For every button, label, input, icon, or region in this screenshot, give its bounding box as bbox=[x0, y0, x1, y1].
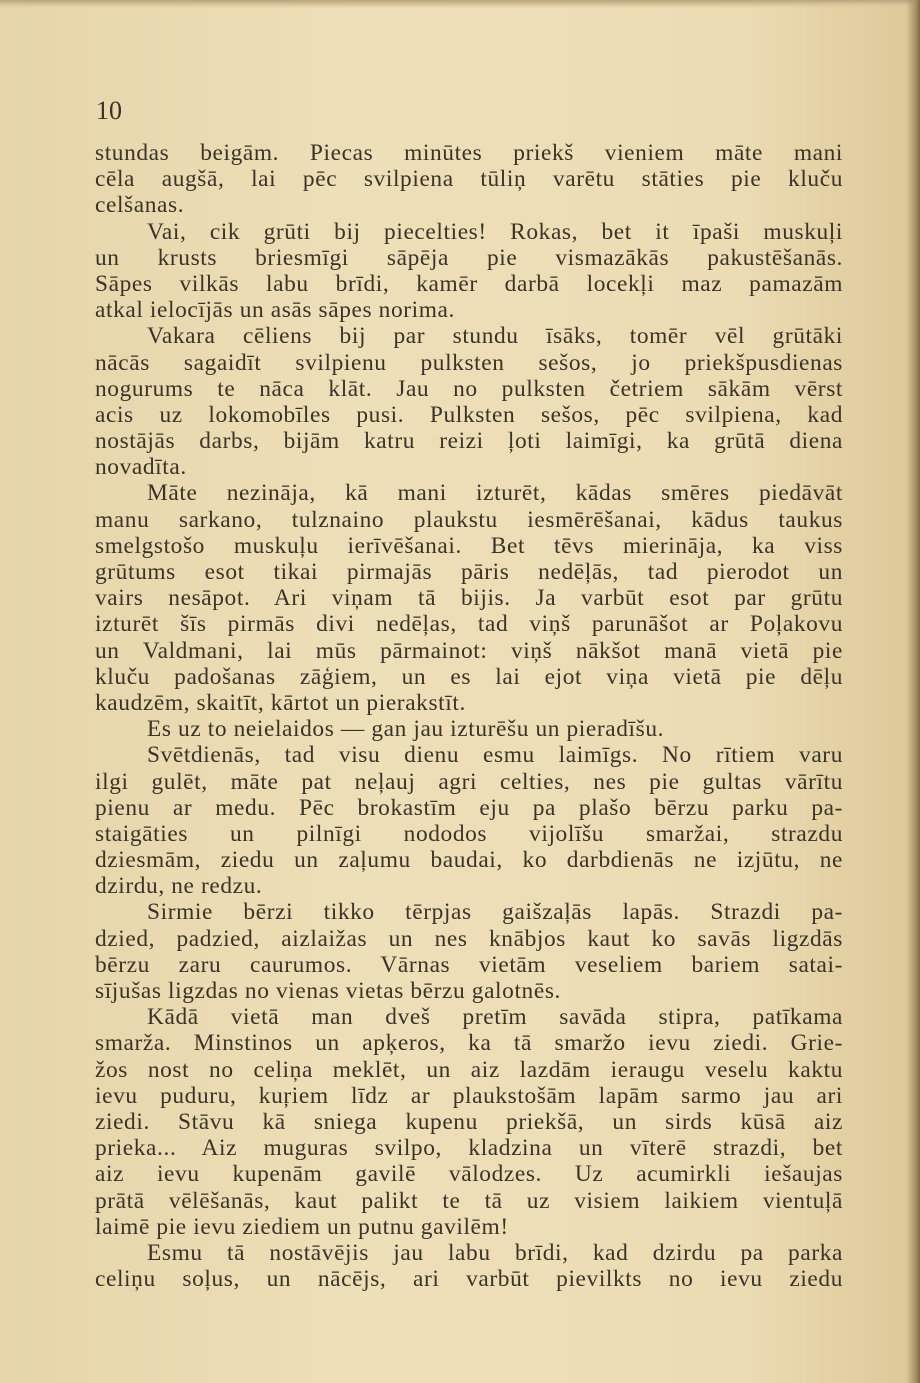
text-line: sījušas ligzdas no vienas vietas bērzu galotnēs. bbox=[95, 978, 561, 1004]
text-line: kluču padošanas zāģiem, un es lai ejot viņa vietā pie dēļu bbox=[95, 663, 843, 690]
text-line: prātā vēlēšanās, kaut palikt te tā uz visiem laikiem vientuļā bbox=[95, 1187, 843, 1214]
text-line: laimē pie ievu ziediem un putnu gavilēm! bbox=[95, 1213, 509, 1240]
text-line: ievu puduru, kuŗiem līdz ar plaukstošām lapām sarmo jau ari bbox=[95, 1082, 843, 1109]
text-line: nostājās darbs, bijām katru reizi ļoti laimīgi, ka grūtā diena bbox=[95, 428, 843, 455]
text-line: stundas beigām. Piecas minūtes priekš vieniem māte mani bbox=[95, 140, 843, 166]
text-line: staigāties un pilnīgi nododos vijolīšu smaržai, strazdu bbox=[95, 820, 843, 847]
text-line: Vai, cik grūti bij piecelties! Rokas, bet it īpaši muskuļi bbox=[147, 218, 843, 245]
text-line: smelgstošo muskuļu ierīvēšanai. Bet tēvs mierināja, ka viss bbox=[95, 532, 843, 559]
text-line: Sāpes vilkās labu brīdi, kamēr darbā locekļi maz pamazām bbox=[95, 270, 843, 297]
text-line: acis uz lokomobīles pusi. Pulksten sešos, pēc svilpiena, kad bbox=[95, 401, 843, 428]
text-line: nogurums te nāca klāt. Jau no pulksten četriem sākām vērst bbox=[95, 375, 843, 402]
text-line: Māte nezināja, kā mani izturēt, kādas smēres piedāvāt bbox=[147, 480, 843, 507]
text-line: Vakara cēliens bij par stundu īsāks, tomēr vēl grūtāki bbox=[147, 323, 843, 350]
text-line: nācās sagaidīt svilpienu pulksten sešos, jo priekšpusdienas bbox=[95, 349, 843, 376]
text-line: grūtums esot tikai pirmajās pāris nedēļās, tad pierodot un bbox=[95, 559, 843, 585]
text-line: novadīta. bbox=[95, 454, 187, 481]
text-line: Kādā vietā man dveš pretīm savāda stipra, patīkama bbox=[147, 1004, 843, 1031]
body-text bbox=[95, 140, 843, 1292]
text-line: atkal ielocījās un asās sāpes norima. bbox=[95, 297, 455, 324]
text-line: manu sarkano, tulznaino plaukstu iesmērēšanai, kādus taukus bbox=[95, 506, 843, 533]
text-line: izturēt šīs pirmās divi nedēļas, tad viņš parunāšot ar Poļakovu bbox=[95, 611, 843, 638]
text-line: prieka... Aiz muguras svilpo, kladzina un vīterē strazdi, bet bbox=[95, 1135, 843, 1162]
text-line: ilgi gulēt, māte pat neļauj agri celties, nes pie gultas vārītu bbox=[95, 768, 843, 795]
text-line: celšanas. bbox=[95, 192, 185, 219]
text-line: cēla augšā, lai pēc svilpiena tūliņ varētu stāties pie kluču bbox=[95, 166, 843, 193]
text-line: smarža. Minstinos un apķeros, ka tā smaržo ievu ziedi. Grie- bbox=[95, 1030, 843, 1057]
text-line: Es uz to neielaidos — gan jau izturēšu un pieradīšu. bbox=[147, 716, 665, 743]
text-line: un krusts briesmīgi sāpēja pie vismazākās pakustēšanās. bbox=[95, 244, 843, 271]
text-line: ziedi. Stāvu kā sniega kupenu priekšā, un sirds kūsā aiz bbox=[95, 1108, 843, 1135]
page-number: 10 bbox=[96, 96, 122, 125]
page-top-edge bbox=[0, 0, 920, 8]
text-line: kaudzēm, skaitīt, kārtot un pierakstīt. bbox=[95, 689, 466, 716]
text-line: celiņu soļus, un nācējs, ari varbūt pievilkts no ievu ziedu bbox=[95, 1266, 843, 1293]
text-line: Sirmie bērzi tikko tērpjas gaišzaļās lapās. Strazdi pa- bbox=[147, 899, 843, 926]
text-line: dzied, padzied, aizlaižas un nes knābjos kaut ko savās ligzdās bbox=[95, 925, 843, 952]
page-right-edge bbox=[906, 0, 920, 1383]
text-line: aiz ievu kupenām gavilē vālodzes. Uz acumirkli iešaujas bbox=[95, 1161, 843, 1188]
text-line: dzirdu, ne redzu. bbox=[95, 873, 263, 900]
text-line: Esmu tā nostāvējis jau labu brīdi, kad dzirdu pa parka bbox=[147, 1239, 843, 1266]
text-line: bērzu zaru caurumos. Vārnas vietām veseliem bariem satai- bbox=[95, 951, 843, 978]
text-line: vairs nesāpot. Ari viņam tā bijis. Ja varbūt esot par grūtu bbox=[95, 585, 843, 612]
text-line: Svētdienās, tad visu dienu esmu laimīgs. No rītiem varu bbox=[147, 742, 843, 769]
text-line: dziesmām, ziedu un zaļumu baudai, ko darbdienās ne izjūtu, ne bbox=[95, 847, 843, 874]
text-line: pienu ar medu. Pēc brokastīm eju pa plašo bērzu parku pa- bbox=[95, 794, 843, 821]
text-line: žos nost no celiņa meklēt, un aiz lazdām ieraugu veselu kaktu bbox=[95, 1056, 843, 1083]
text-line: un Valdmani, lai mūs pārmainot: viņš nākšot manā vietā pie bbox=[95, 637, 843, 664]
